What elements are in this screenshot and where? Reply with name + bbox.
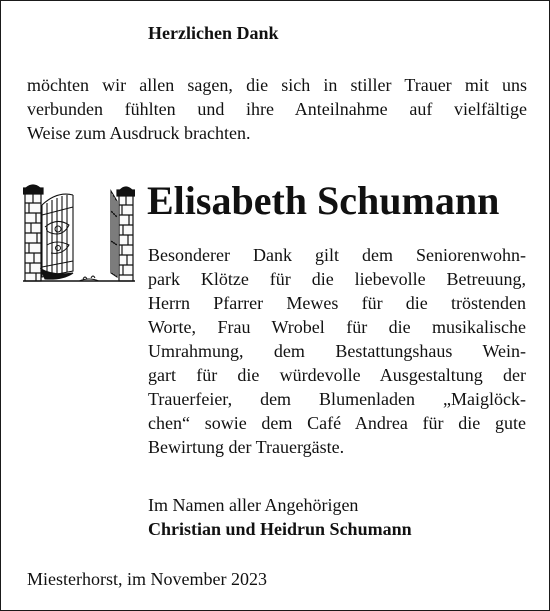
left-pillar bbox=[23, 185, 43, 281]
intro-line: möchten wir allen sagen, die sich in stiller Trauer mit uns bbox=[27, 75, 527, 95]
intro-line: verbunden fühlten und ihre Anteilnahme auf vielfältige bbox=[27, 99, 527, 119]
left-gate-wing bbox=[41, 194, 73, 279]
thanks-paragraph bbox=[148, 243, 526, 459]
thanks-line: Worte, Frau Wrobel für die musikalische bbox=[148, 317, 526, 337]
thanks-line: Trauerfeier, dem Blumenladen „Maiglöck- bbox=[148, 389, 526, 409]
thanks-line: Bewirtung der Trauergäste. bbox=[148, 437, 345, 457]
notice-heading: Herzlichen Dank bbox=[148, 23, 279, 43]
right-pillar bbox=[117, 187, 135, 281]
place-and-date: Miesterhorst, im November 2023 bbox=[27, 569, 267, 589]
open-garden-gate-icon bbox=[23, 181, 135, 283]
deceased-name: Elisabeth Schumann bbox=[147, 178, 500, 223]
thanks-line: park Klötze für die liebevolle Betreuung, bbox=[148, 269, 526, 289]
signature-names: Christian und Heidrun Schumann bbox=[148, 519, 412, 539]
signature-lead: Im Namen aller Angehörigen bbox=[148, 495, 359, 515]
thanks-line: gart für die würdevolle Ausgestaltung der bbox=[148, 365, 526, 385]
thanks-line: chen“ sowie dem Café Andrea für die gute bbox=[148, 413, 526, 433]
intro-paragraph bbox=[27, 73, 527, 145]
thanks-line: Herrn Pfarrer Mewes für die tröstenden bbox=[148, 293, 526, 313]
thanks-line: Umrahmung, dem Bestattungshaus Wein- bbox=[148, 341, 526, 361]
thanks-line: Besonderer Dank gilt dem Seniorenwohn- bbox=[148, 245, 526, 265]
right-gate-wing bbox=[111, 191, 117, 277]
intro-line: Weise zum Ausdruck brachten. bbox=[27, 123, 251, 143]
